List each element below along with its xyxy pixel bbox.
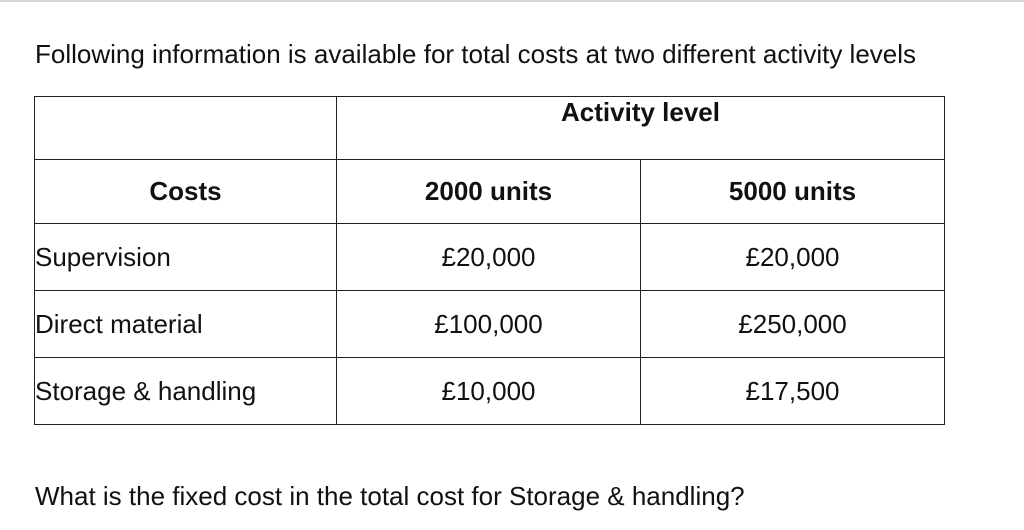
question-text: What is the fixed cost in the total cost for Storage & handling? [35,481,745,511]
table-row [35,224,945,291]
row-label-direct-material: Direct material [35,291,337,358]
row-label-storage-handling: Storage & handling [35,358,337,425]
supervision-2000-value: £20,000 [337,224,641,291]
table-header-row [35,160,945,224]
row-label-supervision: Supervision [35,224,337,291]
direct-material-2000-value: £100,000 [337,291,641,358]
top-divider [0,0,1024,2]
level-2000-column-header: 2000 units [337,160,641,224]
table-row [35,291,945,358]
costs-column-header: Costs [35,160,337,224]
activity-level-header: Activity level [337,97,945,160]
empty-corner-cell [35,97,337,160]
storage-handling-2000-value: £10,000 [337,358,641,425]
cost-table [34,96,945,425]
storage-handling-5000-value: £17,500 [641,358,945,425]
direct-material-5000-value: £250,000 [641,291,945,358]
table-super-header-row [35,97,945,160]
intro-text: Following information is available for total costs at two different activity levels [35,39,917,69]
level-5000-column-header: 5000 units [641,160,945,224]
table-row [35,358,945,425]
supervision-5000-value: £20,000 [641,224,945,291]
